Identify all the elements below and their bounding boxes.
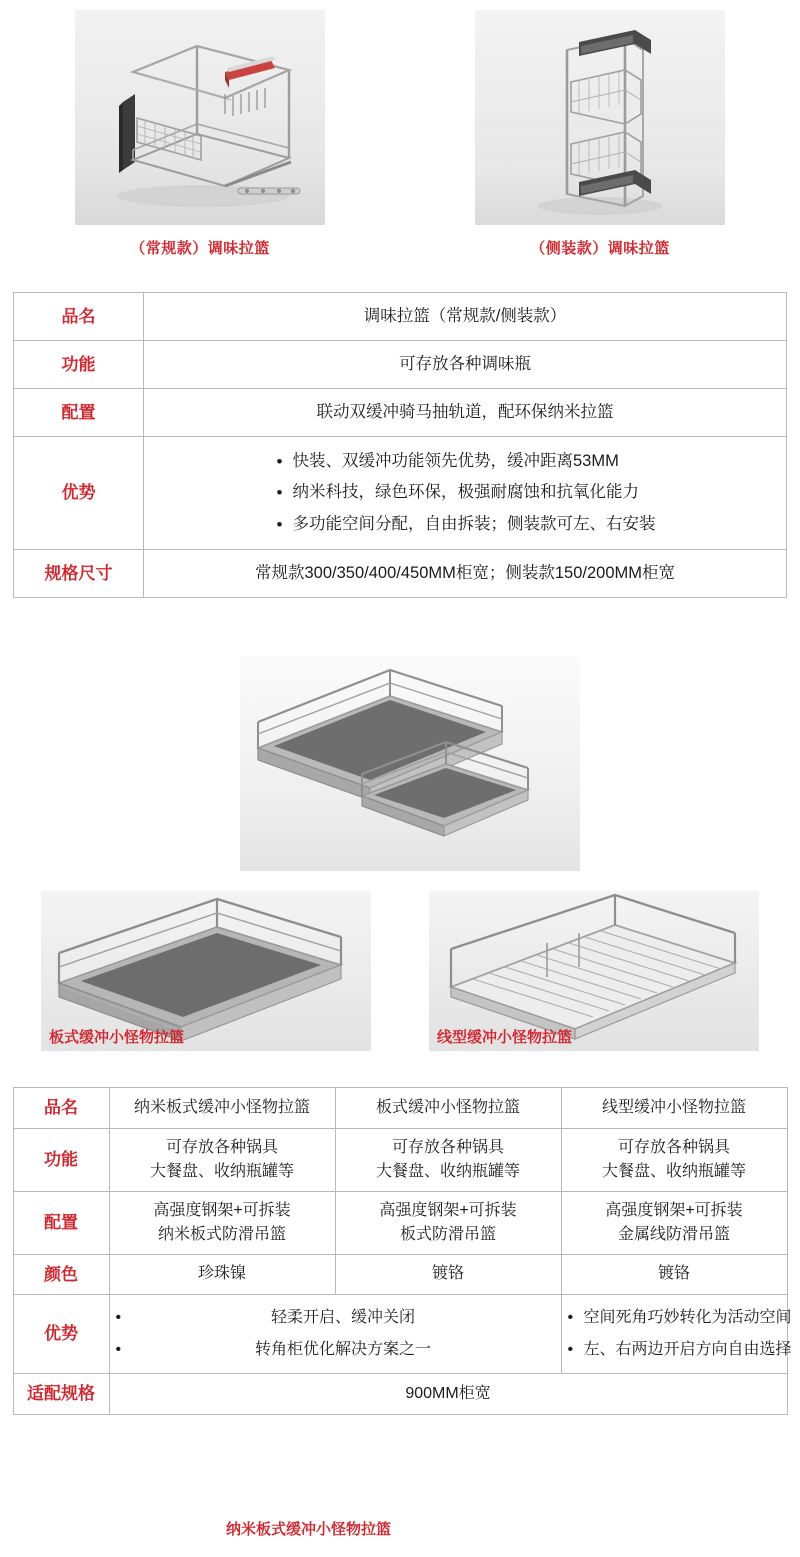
row-label-fit-spec: 适配规格 — [13, 1374, 109, 1415]
table-row — [13, 1088, 787, 1129]
advantage-item: • 多功能空间分配，自由拆装；侧装款可左、右安装 — [275, 509, 656, 540]
row-label-function: 功能 — [13, 1128, 109, 1191]
advantage-item: • 转角柜优化解决方案之一 — [116, 1334, 555, 1366]
advantage-item: • 空间死角巧妙转化为活动空间 — [568, 1302, 781, 1334]
row-label-config: 配置 — [14, 389, 144, 437]
table-row — [13, 1295, 787, 1374]
color-col-1: 珍珠镍 — [109, 1254, 335, 1295]
advantage-item: • 纳米科技，绿色环保，极强耐腐蚀和抗氧化能力 — [275, 477, 656, 508]
header-col-1: 纳米板式缓冲小怪物拉篮 — [109, 1088, 335, 1129]
table-row — [14, 550, 787, 598]
product-card-standard — [30, 10, 370, 258]
advantage-left-group — [109, 1295, 561, 1374]
color-col-3: 镀铬 — [561, 1254, 787, 1295]
row-label-advantage: 优势 — [13, 1295, 109, 1374]
color-col-2: 镀铬 — [335, 1254, 561, 1295]
header-col-3: 线型缓冲小怪物拉篮 — [561, 1088, 787, 1129]
row-value-function: 可存放各种调味瓶 — [144, 341, 787, 389]
function-col-1-line2: 大餐盘、收纳瓶罐等 — [149, 1162, 294, 1180]
function-col-1 — [109, 1128, 335, 1191]
config-col-3-line1: 高强度钢架+可拆装 — [605, 1201, 743, 1219]
row-label-name: 品名 — [14, 293, 144, 341]
product-card-side — [430, 10, 770, 258]
hero-photo-wrap — [0, 656, 800, 851]
table-row — [13, 1374, 787, 1415]
config-col-2-line1: 高强度钢架+可拆装 — [379, 1201, 517, 1219]
config-col-2-line2: 板式防滑吊篮 — [399, 1225, 496, 1243]
row-label-spec: 规格尺寸 — [14, 550, 144, 598]
lower-photo-row — [0, 891, 800, 1051]
function-col-2-line1: 可存放各种锅具 — [391, 1138, 504, 1156]
advantage-right-group — [561, 1295, 792, 1374]
product-caption-standard: （常规款）调味拉篮 — [130, 240, 270, 257]
function-col-3-line2: 大餐盘、收纳瓶罐等 — [601, 1162, 746, 1180]
config-col-3 — [561, 1191, 787, 1254]
row-label-function: 功能 — [14, 341, 144, 389]
table-row — [13, 1128, 787, 1191]
config-col-2 — [335, 1191, 561, 1254]
function-col-1-line1: 可存放各种锅具 — [165, 1138, 278, 1156]
lower-caption-plate: 板式缓冲小怪物拉篮 — [49, 1029, 185, 1047]
row-label-advantage: 优势 — [14, 437, 144, 550]
row-value-spec: 常规款300/350/400/450MM柜宽；侧装款150/200MM柜宽 — [144, 550, 787, 598]
header-col-2: 板式缓冲小怪物拉篮 — [335, 1088, 561, 1129]
fit-spec-value: 900MM柜宽 — [109, 1374, 787, 1415]
spice-basket-standard-photo — [30, 10, 370, 225]
table-row — [13, 1191, 787, 1254]
table-row — [14, 341, 787, 389]
lower-card-wire — [429, 891, 759, 1051]
function-col-2 — [335, 1128, 561, 1191]
config-col-1 — [109, 1191, 335, 1254]
top-product-gallery — [0, 0, 800, 258]
table-row — [14, 293, 787, 341]
advantage-item: • 左、右两边开启方向自由选择 — [568, 1334, 781, 1366]
function-col-2-line2: 大餐盘、收纳瓶罐等 — [375, 1162, 520, 1180]
spec-table-spice-basket — [13, 292, 787, 598]
function-col-3 — [561, 1128, 787, 1191]
nano-plate-monster-basket-photo — [240, 656, 560, 851]
table-row — [14, 437, 787, 550]
lower-card-plate — [41, 891, 371, 1051]
function-col-3-line1: 可存放各种锅具 — [617, 1138, 730, 1156]
advantage-item: • 快装、双缓冲功能领先优势，缓冲距离53MM — [275, 446, 656, 477]
config-col-3-line2: 金属线防滑吊篮 — [617, 1225, 730, 1243]
spec-table-monster-basket — [13, 1087, 792, 1415]
hero-caption: 纳米板式缓冲小怪物拉篮 — [226, 1521, 392, 1539]
product-caption-side: （侧装款）调味拉篮 — [530, 240, 670, 257]
row-value-config: 联动双缓冲骑马抽轨道，配环保纳米拉篮 — [144, 389, 787, 437]
row-value-advantage — [144, 437, 787, 550]
config-col-1-line1: 高强度钢架+可拆装 — [153, 1201, 291, 1219]
table-row — [13, 1254, 787, 1295]
row-value-name: 调味拉篮（常规款/侧装款） — [144, 293, 787, 341]
row-label-config: 配置 — [13, 1191, 109, 1254]
table-row — [14, 389, 787, 437]
config-col-1-line2: 纳米板式防滑吊篮 — [157, 1225, 286, 1243]
advantage-item: • 轻柔开启、缓冲关闭 — [116, 1302, 555, 1334]
row-label-name: 品名 — [13, 1088, 109, 1129]
lower-caption-wire: 线型缓冲小怪物拉篮 — [437, 1029, 573, 1047]
row-label-color: 颜色 — [13, 1254, 109, 1295]
spice-basket-side-photo — [430, 10, 770, 225]
